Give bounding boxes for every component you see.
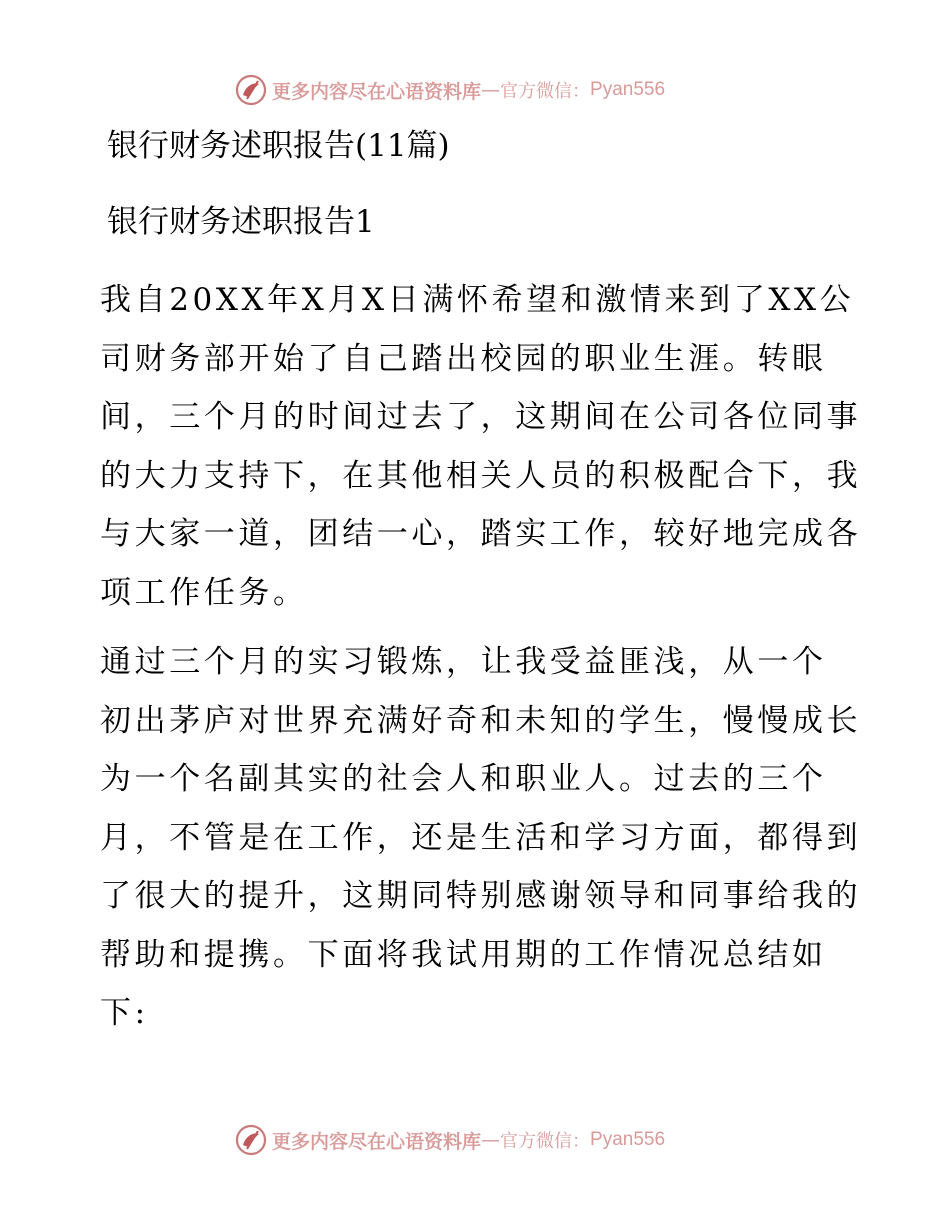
section-title: 银行财务述职报告1: [107, 204, 375, 240]
paragraph-line: 的大力支持下，在其他相关人员的积极配合下，我: [100, 457, 862, 494]
paragraph-line: 下:: [100, 995, 149, 1031]
paragraph-line: 通过三个月的实习锻炼，让我受益匪浅，从一个: [100, 644, 827, 680]
paragraph-line: 我自20XX年X月X日满怀希望和激情来到了XX公: [100, 282, 855, 318]
document-title: 银行财务述职报告(11篇): [107, 128, 450, 164]
watermark-wechat-id: Pyan556: [590, 79, 666, 100]
watermark-text: 更多内容尽在心语资料库: [272, 80, 482, 103]
paragraph-2: [100, 633, 862, 1043]
paragraph-line: 月，不管是在工作，还是生活和学习方面，都得到: [100, 819, 862, 856]
paragraph-line: 了很大的提升，这期同特别感谢领导和同事给我的: [100, 878, 862, 914]
watermark-text: 更多内容尽在心语资料库: [272, 1130, 482, 1153]
header-watermark: [234, 72, 754, 108]
paragraph-line: 间，三个月的时间过去了，这期间在公司各位同事: [100, 399, 862, 435]
watermark-wechat-id: Pyan556: [590, 1129, 666, 1150]
logo-icon: [234, 1123, 268, 1157]
paragraph-line: 项工作任务。: [100, 574, 308, 611]
paragraph-line: 帮助和提携。下面将我试用期的工作情况总结如: [100, 936, 827, 973]
watermark-wechat-label: 官方微信：: [500, 81, 591, 102]
logo-icon: [234, 73, 268, 107]
paragraph-line: 与大家一道，团结一心，踏实工作，较好地完成各: [100, 516, 862, 552]
watermark-dash: —: [481, 1129, 501, 1151]
watermark-wechat-label: 官方微信：: [500, 1131, 591, 1152]
footer-watermark: [234, 1122, 754, 1158]
paragraph-1: [100, 271, 862, 622]
paragraph-line: 司财务部开始了自己踏出校园的职业生涯。转眼: [100, 340, 827, 377]
watermark-dash: —: [481, 79, 501, 101]
paragraph-line: 初出茅庐对世界充满好奇和未知的学生，慢慢成长: [100, 702, 862, 739]
paragraph-line: 为一个名副其实的社会人和职业人。过去的三个: [100, 761, 827, 797]
